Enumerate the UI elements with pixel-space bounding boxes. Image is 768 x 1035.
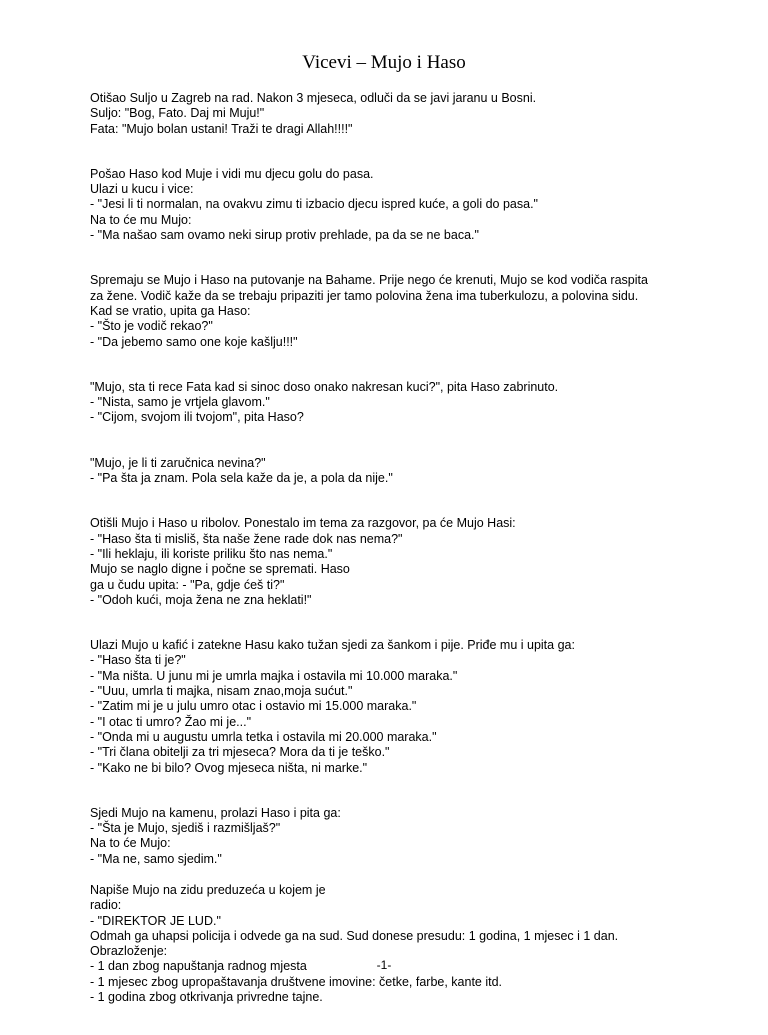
joke-line: - "DIREKTOR JE LUD." xyxy=(90,913,221,928)
joke-9 xyxy=(90,883,690,1005)
joke-4 xyxy=(90,380,690,426)
joke-line: Ulazi Mujo u kafić i zatekne Hasu kako tužan sjedi za šankom i pije. Priđe mu i upita ga: xyxy=(90,638,575,653)
joke-line: - "Cijom, svojom ili tvojom", pita Haso? xyxy=(90,410,304,425)
joke-line: Na to će Mujo: xyxy=(90,836,171,851)
joke-line: - 1 dan zbog napuštanja radnog mjesta xyxy=(90,959,307,974)
joke-5 xyxy=(90,456,690,487)
jokes-list xyxy=(90,91,690,1035)
joke-line: - "Kako ne bi bilo? Ovog mjeseca ništa, ni marke." xyxy=(90,760,368,775)
joke-7 xyxy=(90,638,690,776)
joke-line: - 1 mjesec zbog upropaštavanja društvene imovine: četke, farbe, kante itd. xyxy=(90,974,503,989)
joke-line: - "Ili heklaju, ili koriste priliku što nas nema." xyxy=(90,546,333,561)
joke-line: Otišao Suljo u Zagreb na rad. Nakon 3 mjeseca, odluči da se javi jaranu u Bosni. xyxy=(90,91,537,105)
joke-line: - "Šta je Mujo, sjediš i razmišljaš?" xyxy=(90,821,281,836)
joke-line: - "Haso šta ti je?" xyxy=(90,653,186,668)
joke-line: - "I otac ti umro? Žao mi je..." xyxy=(90,714,252,729)
joke-line: - "Ma našao sam ovamo neki sirup protiv prehlade, pa da se ne baca." xyxy=(90,228,479,243)
joke-line: Suljo: "Bog, Fato. Daj mi Muju!" xyxy=(90,106,265,121)
joke-line: radio: xyxy=(90,898,122,913)
joke-3 xyxy=(90,273,690,349)
joke-line: - "Onda mi u augustu umrla tetka i ostavila mi 20.000 maraka." xyxy=(90,729,437,744)
joke-line: Mujo se naglo digne i počne se spremati. Haso xyxy=(90,562,350,577)
joke-line: - "Uuu, umrla ti majka, nisam znao,moja sućut." xyxy=(90,684,353,699)
page-title: Vicevi – Mujo i Haso xyxy=(302,52,466,73)
page-number: -1- xyxy=(376,958,392,972)
joke-line: - "Da jebemo samo one koje kašlju!!!" xyxy=(90,334,298,349)
joke-8 xyxy=(90,806,690,867)
joke-line: Pošao Haso kod Muje i vidi mu djecu golu do pasa. xyxy=(90,166,374,181)
joke-line: - "Zatim mi je u julu umro otac i ostavio mi 15.000 maraka." xyxy=(90,699,417,714)
joke-line: Na to će mu Mujo: xyxy=(90,212,192,227)
joke-1 xyxy=(90,91,690,137)
joke-2 xyxy=(90,167,690,243)
joke-line: - "Ma ne, samo sjedim." xyxy=(90,851,222,866)
joke-line: Spremaju se Mujo i Haso na putovanje na Bahame. Prije nego će krenuti, Mujo se kod vodiča raspita xyxy=(90,273,648,288)
joke-line: - "Nista, samo je vrtjela glavom." xyxy=(90,395,270,410)
joke-line: "Mujo, sta ti rece Fata kad si sinoc doso onako nakresan kuci?", pita Haso zabrinuto. xyxy=(90,379,559,394)
joke-line: - 1 godina zbog otkrivanja privredne tajne. xyxy=(90,990,323,1005)
joke-line: "Mujo, je li ti zaručnica nevina?" xyxy=(90,455,266,470)
joke-line: - "Odoh kući, moja žena ne zna heklati!" xyxy=(90,592,312,607)
joke-line: za žene. Vodič kaže da se trebaju pripaziti jer tamo polovina žena ima tuberkulozu, a polovina sidu. xyxy=(90,288,639,303)
joke-line: Odmah ga uhapsi policija i odvede ga na sud. Sud donese presudu: 1 godina, 1 mjesec i 1 dan. xyxy=(90,928,619,943)
joke-line: Sjedi Mujo na kamenu, prolazi Haso i pita ga: xyxy=(90,805,341,820)
joke-line: Ulazi u kucu i vice: xyxy=(90,182,194,197)
joke-line: - "Haso šta ti misliš, šta naše žene rade dok nas nema?" xyxy=(90,531,403,546)
joke-line: Fata: "Mujo bolan ustani! Traži te dragi Allah!!!!" xyxy=(90,121,353,136)
joke-line: - "Jesi li ti normalan, na ovakvu zimu ti izbacio djecu ispred kuće, a goli do pasa." xyxy=(90,197,538,212)
joke-line: Napiše Mujo na zidu preduzeća u kojem je xyxy=(90,882,326,897)
joke-6 xyxy=(90,516,690,608)
joke-line: ga u čudu upita: - "Pa, gdje ćeš ti?" xyxy=(90,577,285,592)
joke-line: - "Tri člana obitelji za tri mjeseca? Mora da ti je teško." xyxy=(90,745,390,760)
joke-line: - "Ma ništa. U junu mi je umrla majka i ostavila mi 10.000 maraka." xyxy=(90,668,458,683)
joke-line: - "Pa šta ja znam. Pola sela kaže da je, a pola da nije." xyxy=(90,471,393,486)
joke-line: Kad se vratio, upita ga Haso: xyxy=(90,303,251,318)
joke-line: Obrazloženje: xyxy=(90,944,168,959)
joke-line: Otišli Mujo i Haso u ribolov. Ponestalo im tema za razgovor, pa će Mujo Hasi: xyxy=(90,516,516,531)
joke-line: - "Što je vodič rekao?" xyxy=(90,319,213,334)
